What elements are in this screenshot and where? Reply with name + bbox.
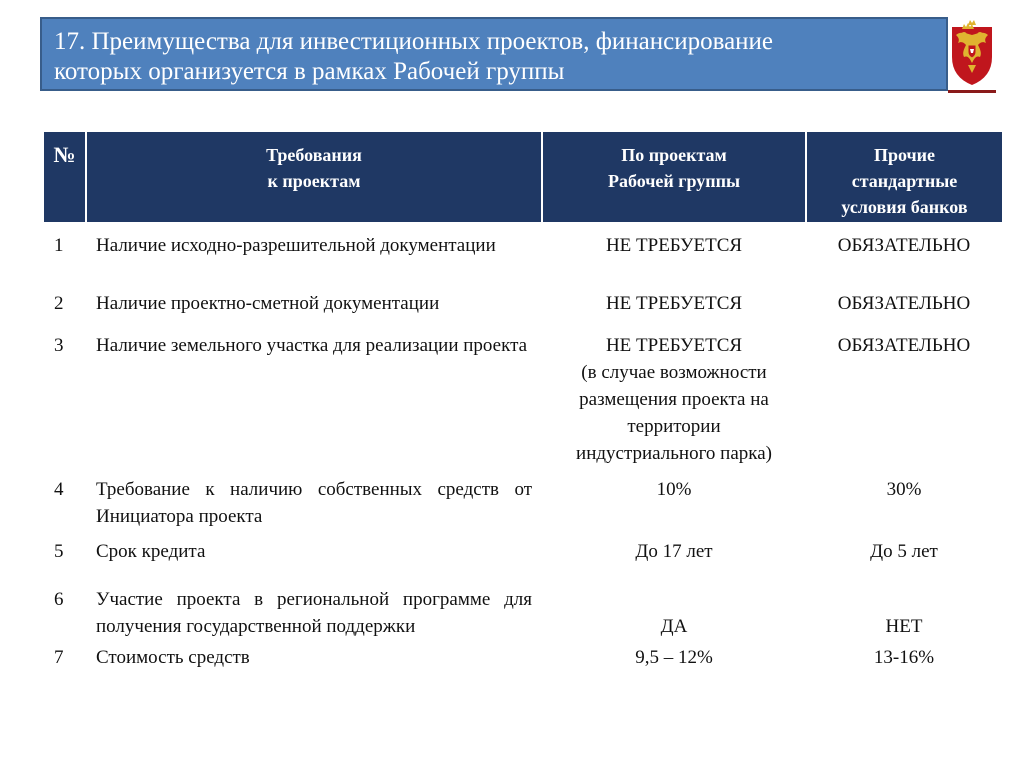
row-requirement: Требование к наличию собственных средств от Инициатора проекта — [96, 479, 532, 527]
row-working-group: До 17 лет — [635, 541, 713, 562]
table-row — [44, 582, 1002, 644]
table-row — [44, 644, 1002, 678]
row-num: 3 — [54, 335, 64, 356]
row-requirement: Наличие земельного участка для реализации проекта — [96, 335, 528, 356]
row-requirement: Участие проекта в региональной программе для получения государственной поддержки — [96, 589, 532, 637]
row-num: 4 — [54, 479, 64, 500]
row-requirement: Наличие проектно-сметной документации — [96, 293, 440, 314]
row-other-banks: НЕТ — [885, 616, 923, 637]
row-working-group: НЕ ТРЕБУЕТСЯ — [605, 235, 743, 256]
row-requirement: Срок кредита — [96, 541, 206, 562]
row-requirement: Стоимость средств — [96, 647, 250, 668]
row-num: 1 — [54, 235, 64, 256]
row-num: 7 — [54, 647, 64, 668]
slide-title-line-2: которых организуется в рамках Рабочей группы — [54, 58, 565, 85]
row-working-group: ДА — [660, 616, 688, 637]
row-other-banks: 13-16% — [873, 647, 935, 668]
slide-title — [40, 17, 948, 91]
header-requirement: Требования к проектам — [86, 132, 542, 222]
row-num: 6 — [54, 589, 64, 610]
header-other-banks: Прочие стандартные условия банков — [806, 132, 1002, 222]
row-other-banks: ОБЯЗАТЕЛЬНО — [837, 293, 971, 314]
table-row — [44, 538, 1002, 582]
row-other-banks: 30% — [886, 479, 922, 500]
table-header-row — [44, 132, 1002, 222]
row-other-banks: До 5 лет — [870, 541, 938, 562]
row-working-group: НЕ ТРЕБУЕТСЯ (в случае возможности размещения проекта на территории индустриального парка) — [576, 335, 772, 464]
row-working-group: 10% — [656, 479, 692, 500]
row-working-group: НЕ ТРЕБУЕТСЯ — [605, 293, 743, 314]
row-num: 2 — [54, 293, 64, 314]
row-other-banks: ОБЯЗАТЕЛЬНО — [837, 335, 971, 356]
header-num: № — [44, 132, 86, 222]
russian-coat-of-arms-icon — [948, 17, 996, 93]
slide-title-line-1: 17. Преимущества для инвестиционных проектов, финансирование — [54, 28, 774, 55]
table-row — [44, 326, 1002, 474]
table-row — [44, 222, 1002, 284]
comparison-table — [44, 132, 1002, 678]
row-num: 5 — [54, 541, 64, 562]
table-row — [44, 474, 1002, 538]
table-row — [44, 284, 1002, 326]
row-working-group: 9,5 – 12% — [635, 647, 713, 668]
header-working-group: По проектам Рабочей группы — [542, 132, 806, 222]
row-requirement: Наличие исходно-разрешительной документации — [96, 235, 496, 256]
row-other-banks: ОБЯЗАТЕЛЬНО — [837, 235, 971, 256]
